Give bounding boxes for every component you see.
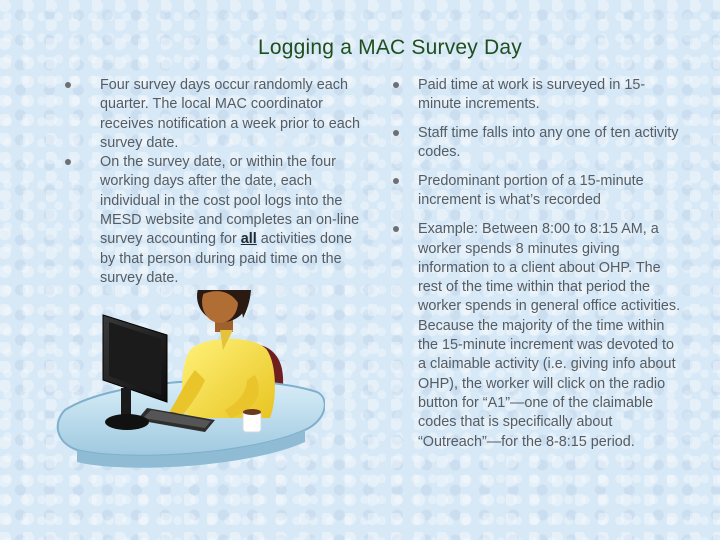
slide-title: Logging a MAC Survey Day	[258, 36, 522, 59]
bullet-example: Example: Between 8:00 to 8:15 AM, a worker spends 8 minutes giving information to a client about OHP. The rest of the time within that period the worker spends in general office activities. Because the majority of the time within the 15-minute increment was devoted to a claimable activity (i.e. giving info about OHP), the worker will click on the radio button for “A1”—one of the claimable codes that is specifically about “Outreach”—for the 8-8:15 period.	[392, 220, 682, 452]
bullet-paid-time: Paid time at work is surveyed in 15-minute increments.	[392, 76, 682, 115]
bullet-staff-time: Staff time falls into any one of ten activity codes.	[392, 124, 682, 163]
emphasis-all: all	[240, 231, 257, 248]
right-bullet-list	[392, 76, 682, 452]
bullet-survey-date-text-a: On the survey date, or within the four working days after the date, each individual in the cost pool logs into the MESD website and completes an on-line survey accounting for	[100, 154, 360, 248]
woman-at-computer-illustration	[55, 290, 325, 490]
bullet-survey-days: Four survey days occur randomly each quarter. The local MAC coordinator receives notification a week prior to each survey date.	[62, 76, 367, 153]
bullet-survey-date-text-b: activities done by that person during paid time on the survey date.	[100, 231, 352, 286]
bullet-survey-date	[62, 153, 367, 288]
bullet-predominant-portion: Predominant portion of a 15-minute increment is what’s recorded	[392, 172, 682, 211]
left-column	[62, 76, 367, 288]
right-column	[392, 76, 682, 461]
left-bullet-list	[62, 76, 367, 288]
